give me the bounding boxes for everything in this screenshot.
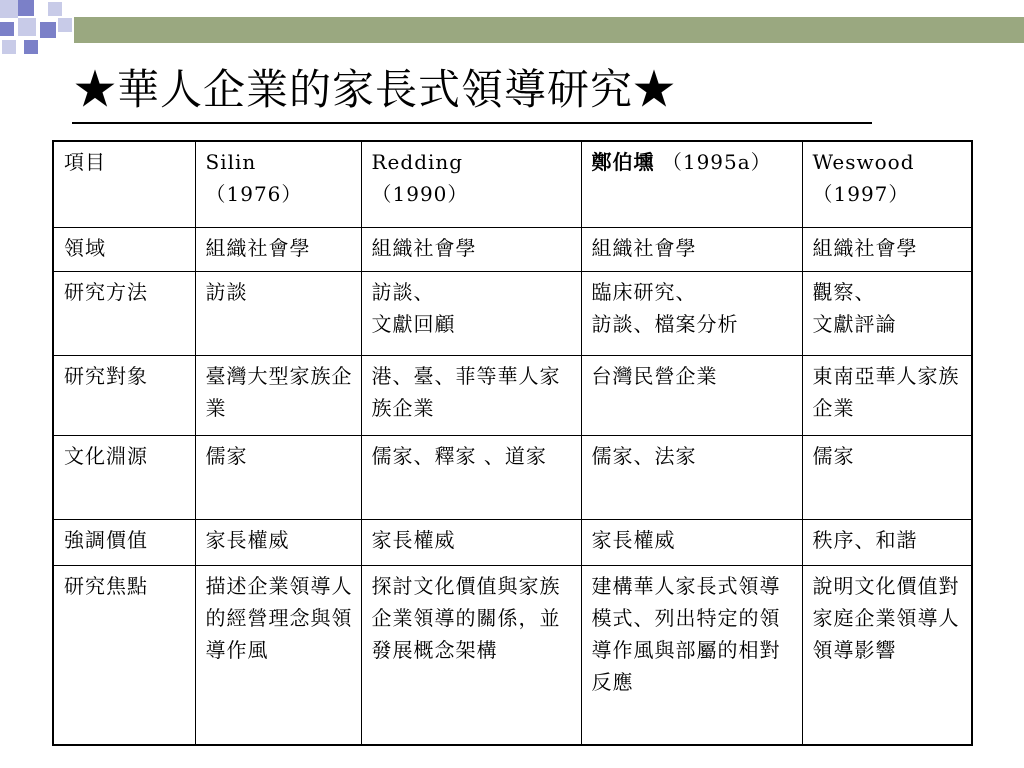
table-row <box>53 435 972 519</box>
header-silin-year: （1976） <box>205 182 303 206</box>
cell-text: 說明文化價值對家庭企業領導人領導影響 <box>812 573 960 662</box>
decor-square <box>0 0 18 18</box>
table-cell <box>581 271 802 355</box>
table-cell <box>361 227 581 271</box>
cell-text: 家長權威 <box>591 527 676 552</box>
cell-text: 組織社會學 <box>371 235 477 260</box>
header-silin-name: Silin <box>205 150 257 174</box>
cell-text: 建構華人家長式領導模式、列出特定的領導作風與部屬的相對反應 <box>591 573 781 694</box>
row-label <box>53 565 195 745</box>
row-label-text: 研究對象 <box>64 363 148 388</box>
cell-text: 組織社會學 <box>591 235 697 260</box>
table-cell <box>361 519 581 565</box>
cell-text: 台灣民營企業 <box>591 363 718 388</box>
header-cheng-year: （1995a） <box>661 150 772 174</box>
cell-text: 訪談、 <box>371 279 435 304</box>
table-cell <box>802 227 972 271</box>
row-label-text: 領域 <box>64 235 106 260</box>
decor-square <box>18 18 36 36</box>
table-cell <box>581 227 802 271</box>
header-redding-name: Redding <box>371 150 464 174</box>
comparison-table <box>52 140 973 746</box>
cell-text: 儒家 <box>205 443 248 468</box>
cell-text: 儒家、法家 <box>591 443 697 468</box>
table-cell <box>581 355 802 435</box>
row-label <box>53 227 195 271</box>
header-cell-weswood <box>802 141 972 227</box>
row-label-text: 研究方法 <box>64 279 148 304</box>
header-weswood-name: Weswood <box>812 150 915 174</box>
row-label <box>53 355 195 435</box>
title-band <box>74 17 1024 43</box>
cell-text: 儒家、釋家 、道家 <box>371 443 547 468</box>
decor-square <box>2 40 16 54</box>
table-cell <box>195 565 361 745</box>
table-row <box>53 227 972 271</box>
cell-text: 臨床研究、 <box>591 279 697 304</box>
header-weswood-year: （1997） <box>812 182 910 206</box>
table-cell <box>195 435 361 519</box>
title-underline <box>72 122 872 124</box>
table-cell <box>195 271 361 355</box>
table-cell <box>361 565 581 745</box>
cell-text: 訪談、檔案分析 <box>591 311 739 336</box>
decor-square <box>0 22 14 36</box>
header-row <box>53 141 972 227</box>
cell-text: 臺灣大型家族企業 <box>205 363 353 420</box>
table-row <box>53 355 972 435</box>
table-cell <box>195 227 361 271</box>
table-cell <box>581 565 802 745</box>
table-cell <box>802 355 972 435</box>
cell-text: 秩序、和諧 <box>812 527 918 552</box>
cell-text: 家長權威 <box>371 527 456 552</box>
row-label <box>53 271 195 355</box>
table-cell <box>361 271 581 355</box>
row-label <box>53 435 195 519</box>
table-cell <box>581 519 802 565</box>
cell-text: 探討文化價值與家族企業領導的關係，並發展概念架構 <box>371 573 561 662</box>
header-cell-silin <box>195 141 361 227</box>
header-redding-year: （1990） <box>371 182 469 206</box>
cell-text: 描述企業領導人的經營理念與領導作風 <box>205 573 353 662</box>
slide-title: ★華人企業的家長式領導研究★ <box>74 65 677 114</box>
cell-text: 文獻回顧 <box>371 311 456 336</box>
table-row <box>53 271 972 355</box>
decor-square <box>48 2 62 16</box>
decor-square <box>58 18 72 32</box>
cell-text: 觀察、 <box>812 279 876 304</box>
header-cell-cheng <box>581 141 802 227</box>
cell-text: 訪談 <box>205 279 248 304</box>
row-label-text: 強調價值 <box>64 527 148 552</box>
decor-square <box>24 40 38 54</box>
header-cell-item <box>53 141 195 227</box>
table-cell <box>802 565 972 745</box>
table-cell <box>802 271 972 355</box>
table-cell <box>802 519 972 565</box>
cell-text: 儒家 <box>812 443 855 468</box>
row-label-text: 文化淵源 <box>64 443 148 468</box>
table-cell <box>361 355 581 435</box>
header-item-label: 項目 <box>64 150 106 174</box>
table-cell <box>581 435 802 519</box>
table-cell <box>802 435 972 519</box>
header-cheng-name: 鄭伯壎 <box>591 150 655 174</box>
cell-text: 組織社會學 <box>205 235 311 260</box>
decor-square <box>40 22 56 38</box>
table-body <box>53 141 972 745</box>
row-label-text: 研究焦點 <box>64 573 148 598</box>
table-cell <box>195 355 361 435</box>
cell-text: 組織社會學 <box>812 235 918 260</box>
row-label <box>53 519 195 565</box>
decor-square <box>18 0 34 16</box>
table-row <box>53 565 972 745</box>
table-cell <box>361 435 581 519</box>
header-cell-redding <box>361 141 581 227</box>
cell-text: 文獻評論 <box>812 311 897 336</box>
table-cell <box>195 519 361 565</box>
table-row <box>53 519 972 565</box>
cell-text: 東南亞華人家族企業 <box>812 363 960 420</box>
cell-text: 家長權威 <box>205 527 290 552</box>
cell-text: 港、臺、菲等華人家族企業 <box>371 363 561 420</box>
